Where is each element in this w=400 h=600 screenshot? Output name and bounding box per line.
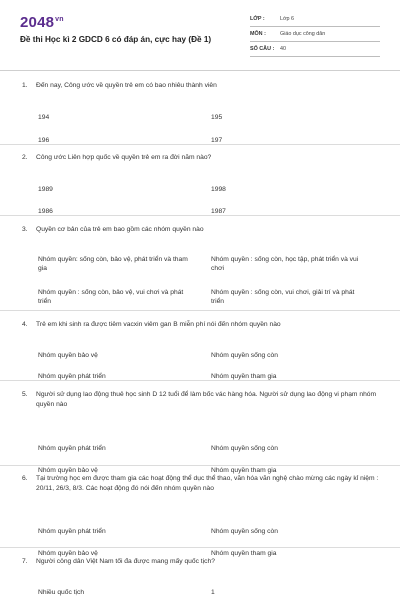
answer-option[interactable]: Nhóm quyền: sống còn, bảo vệ, phát triển và tham gia: [38, 255, 188, 272]
question-text: Người sử dụng lao động thuê học sinh D 12 tuổi để làm bốc vác hàng hóa. Người sử dụng lao động vi phạm nhóm quyền nào: [36, 391, 377, 408]
answer-option[interactable]: Nhóm quyền bảo vệ: [38, 550, 98, 557]
meta-label: MÔN :: [250, 31, 266, 37]
question-divider: [0, 215, 400, 216]
answer-grid: [38, 163, 382, 213]
exam-meta-table: [250, 12, 380, 57]
meta-label: SỐ CÂU :: [250, 46, 275, 52]
answer-grid: [38, 567, 382, 597]
question-number: 7.: [22, 558, 28, 565]
meta-label: LỚP :: [250, 16, 265, 22]
meta-value: Lớp 6: [280, 16, 295, 22]
answer-grid: [38, 91, 382, 144]
answer-option[interactable]: Nhóm quyền tham gia: [211, 467, 277, 474]
answer-option[interactable]: Nhóm quyền sống còn: [211, 351, 278, 359]
answer-option[interactable]: 1998: [211, 185, 226, 193]
question-divider: [0, 380, 400, 381]
answer-option[interactable]: Nhóm quyền bảo vệ: [38, 467, 98, 474]
answer-option[interactable]: Nhiều quốc tịch: [38, 588, 85, 596]
meta-value: 40: [280, 46, 286, 52]
question-5: [22, 390, 382, 474]
answer-option[interactable]: Nhóm quyền tham gia: [211, 550, 277, 557]
answer-option[interactable]: Nhóm quyền sống còn: [211, 528, 278, 535]
answer-option[interactable]: 1989: [38, 185, 53, 193]
question-divider: [0, 310, 400, 311]
question-4: [22, 320, 382, 380]
question-3: [22, 225, 382, 315]
question-number: 5.: [22, 391, 28, 398]
question-number: 6.: [22, 475, 28, 482]
question-header: [22, 390, 382, 409]
answer-option[interactable]: Nhóm quyền sống còn: [211, 445, 278, 452]
question-number: 2.: [22, 154, 28, 161]
question-number: 3.: [22, 226, 28, 233]
answer-option[interactable]: Nhóm quyền : sống còn, bảo vệ, vui chơi và phát triển: [38, 288, 184, 305]
answer-option[interactable]: Nhóm quyền phát triển: [38, 372, 106, 380]
answer-option[interactable]: 1986: [38, 207, 53, 215]
header-divider: [0, 70, 400, 71]
answer-option[interactable]: Nhóm quyền phát triển: [38, 528, 106, 535]
question-number: 4.: [22, 321, 28, 328]
answer-option[interactable]: Nhóm quyền bảo vệ: [38, 351, 98, 359]
meta-row-subject: [250, 27, 380, 42]
question-1: [22, 81, 382, 144]
answer-option[interactable]: Nhóm quyền phát triển: [38, 445, 106, 452]
question-number: 1.: [22, 82, 28, 89]
question-text: Người công dân Việt Nam tối đa được mang mấy quốc tịch?: [36, 558, 215, 565]
answer-option[interactable]: Nhóm quyền tham gia: [211, 372, 277, 380]
question-text: Đến nay, Công ước về quyền trẻ em có bao nhiêu thành viên: [36, 82, 217, 89]
question-text: Quyền cơ bản của trẻ em bao gồm các nhóm quyền nào: [36, 226, 204, 233]
answer-option[interactable]: 1: [211, 588, 215, 596]
answer-grid: [38, 409, 382, 474]
meta-row-class: [250, 12, 380, 27]
answer-grid: [38, 493, 382, 557]
answer-grid: [38, 235, 382, 315]
question-6: [22, 474, 382, 557]
answer-option[interactable]: Nhóm quyền : sống còn, học tập, phát triển và vui chơi: [211, 255, 359, 272]
question-text: Tại trường học em được tham gia các hoạt động thể dục thể thao, văn hóa văn nghệ chào mừng các ngày kỉ niệm : 20/11, 26/3, 8/3. Các hoạt động đó nói đến nhóm quyền nào: [36, 475, 379, 492]
question-divider: [0, 144, 400, 145]
question-header: [22, 225, 382, 235]
question-header: [22, 81, 382, 91]
question-header: [22, 557, 382, 567]
question-text: Công ước Liên hợp quốc về quyền trẻ em ra đời năm nào?: [36, 154, 212, 161]
answer-option[interactable]: 1987: [211, 207, 226, 215]
meta-row-count: [250, 42, 380, 57]
site-logo[interactable]: $2048^{vn}$: [20, 14, 64, 31]
exam-title: Đề thi Học kì 2 GDCD 6 có đáp án, cực hay (Đề 1): [20, 35, 212, 44]
answer-option[interactable]: Nhóm quyền : sống còn, vui chơi, giải trí và phát triển: [211, 288, 355, 305]
meta-value: Giáo dục công dân: [280, 31, 326, 37]
question-divider: [0, 547, 400, 548]
question-7: [22, 557, 382, 597]
answer-option[interactable]: 196: [38, 136, 50, 144]
answer-option[interactable]: 197: [211, 136, 223, 144]
answer-option[interactable]: 195: [211, 113, 223, 121]
question-header: [22, 153, 382, 163]
page-header: [0, 0, 400, 62]
question-header: [22, 474, 382, 493]
answer-grid: [38, 330, 382, 380]
answer-option[interactable]: 194: [38, 113, 50, 121]
question-header: [22, 320, 382, 330]
question-divider: [0, 465, 400, 466]
question-2: [22, 153, 382, 213]
question-text: Trẻ em khi sinh ra được tiêm vacxin viêm gan B miễn phí nói đến nhóm quyền nào: [36, 321, 281, 328]
